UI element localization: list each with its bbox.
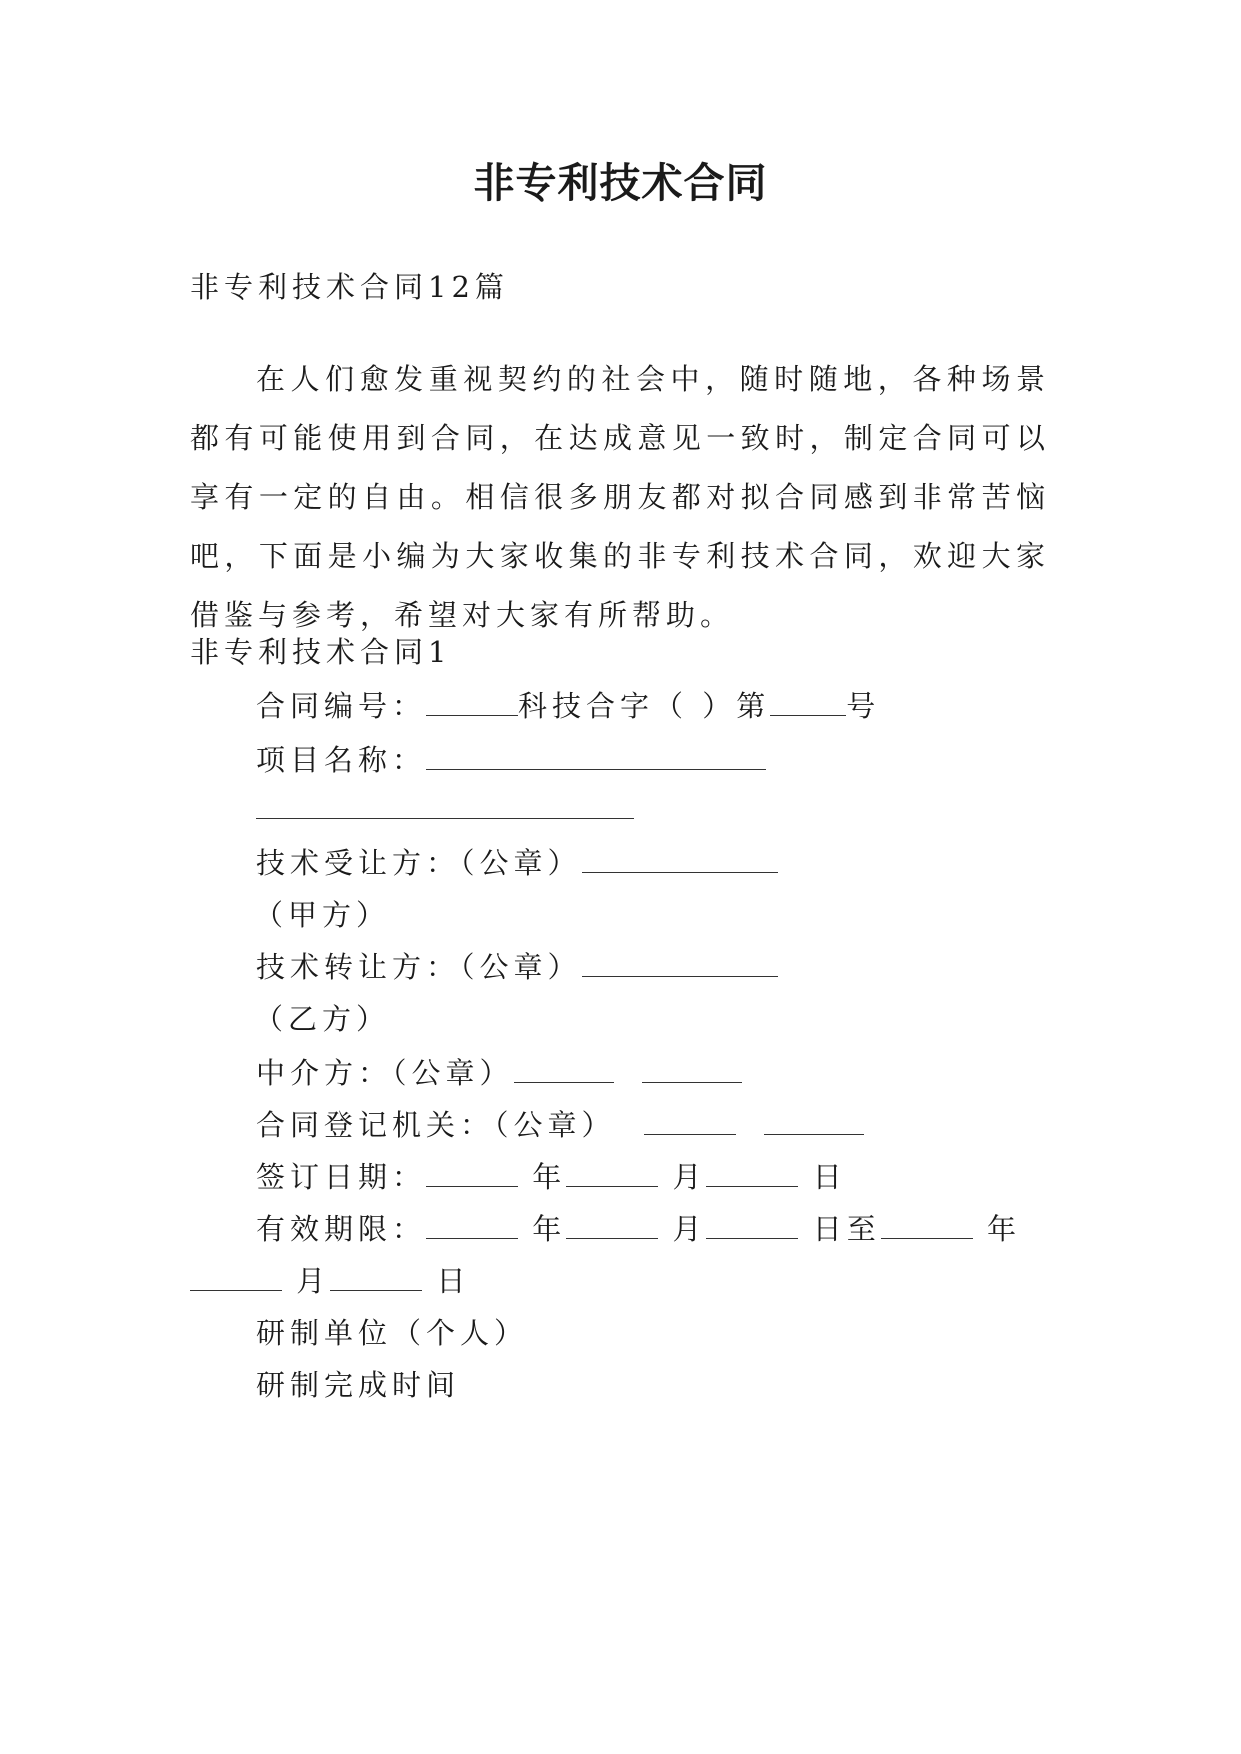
contract-number-label: 合同编号： [256,689,427,723]
valid-period-row [256,1207,1021,1248]
intermediary-blank-2 [642,1058,742,1083]
project-name-label: 项目名称： [256,743,427,777]
registry-label: 合同登记机关：（公章） [256,1108,616,1142]
sign-day-blank [706,1162,798,1187]
sign-date-label: 签订日期： [256,1160,427,1194]
contract-number-blank [426,691,518,716]
contract-number-row [256,684,880,725]
assignor-blank [582,952,778,977]
intro-paragraph: 在人们愈发重视契约的社会中，随时随地，各种场景都有可能使用到合同，在达成意见一致时，制定合同可以享有一定的自由。相信很多朋友都对拟合同感到非常苦恼吧，下面是小编为大家收集的非专利技术合同，欢迎大家借鉴与参考，希望对大家有所帮助。 [190,362,1050,632]
valid-start-year-unit: 年 [532,1212,567,1246]
assignee-label: 技术受让方：（公章） [256,846,582,880]
assignor-row [256,945,778,986]
document-subtitle: 非专利技术合同12篇 [190,270,509,304]
completion-time-label: 研制完成时间 [256,1368,461,1402]
valid-end-month-unit: 月 [296,1264,331,1298]
project-name-blank [426,745,766,770]
valid-start-month-unit: 月 [672,1212,707,1246]
section-title: 非专利技术合同1 [190,635,452,669]
valid-end-year-unit: 年 [986,1212,1021,1246]
sign-month-blank [566,1162,658,1187]
sign-date-row [256,1155,847,1196]
registry-blank-1 [644,1110,736,1135]
project-name-row [256,738,766,779]
contract-number-mid: 科技合字（ ）第 [518,689,771,723]
sign-year-blank [426,1162,518,1187]
sign-year-unit: 年 [532,1160,567,1194]
intermediary-blank-1 [514,1058,614,1083]
assignor-label: 技术转让方：（公章） [256,950,582,984]
sign-month-unit: 月 [672,1160,707,1194]
intermediary-label: 中介方：（公章） [256,1056,514,1090]
valid-period-row-continued [190,1259,470,1300]
valid-end-day-blank [330,1266,422,1291]
contract-number-end: 号 [846,689,881,723]
valid-start-day-blank [706,1214,798,1239]
valid-start-year-blank [426,1214,518,1239]
sign-day-unit: 日 [812,1160,847,1194]
party-b-label: （乙方） [254,1002,391,1036]
valid-period-label: 有效期限： [256,1212,427,1246]
registry-blank-2 [764,1110,864,1135]
developer-label: 研制单位（个人） [256,1316,529,1350]
contract-serial-blank [770,691,846,716]
party-a-label: （甲方） [254,898,391,932]
assignee-blank [582,848,778,873]
valid-end-month-blank [190,1266,282,1291]
valid-day-to: 日至 [812,1212,881,1246]
registry-row [256,1103,864,1144]
valid-end-year-blank [881,1214,973,1239]
intermediary-row [256,1051,742,1092]
assignee-row [256,841,778,882]
project-name-blank-2 [256,794,634,819]
project-name-continuation [256,792,634,826]
valid-start-month-blank [566,1214,658,1239]
document-title: 非专利技术合同 [473,159,768,207]
valid-end-day-unit: 日 [436,1264,471,1298]
